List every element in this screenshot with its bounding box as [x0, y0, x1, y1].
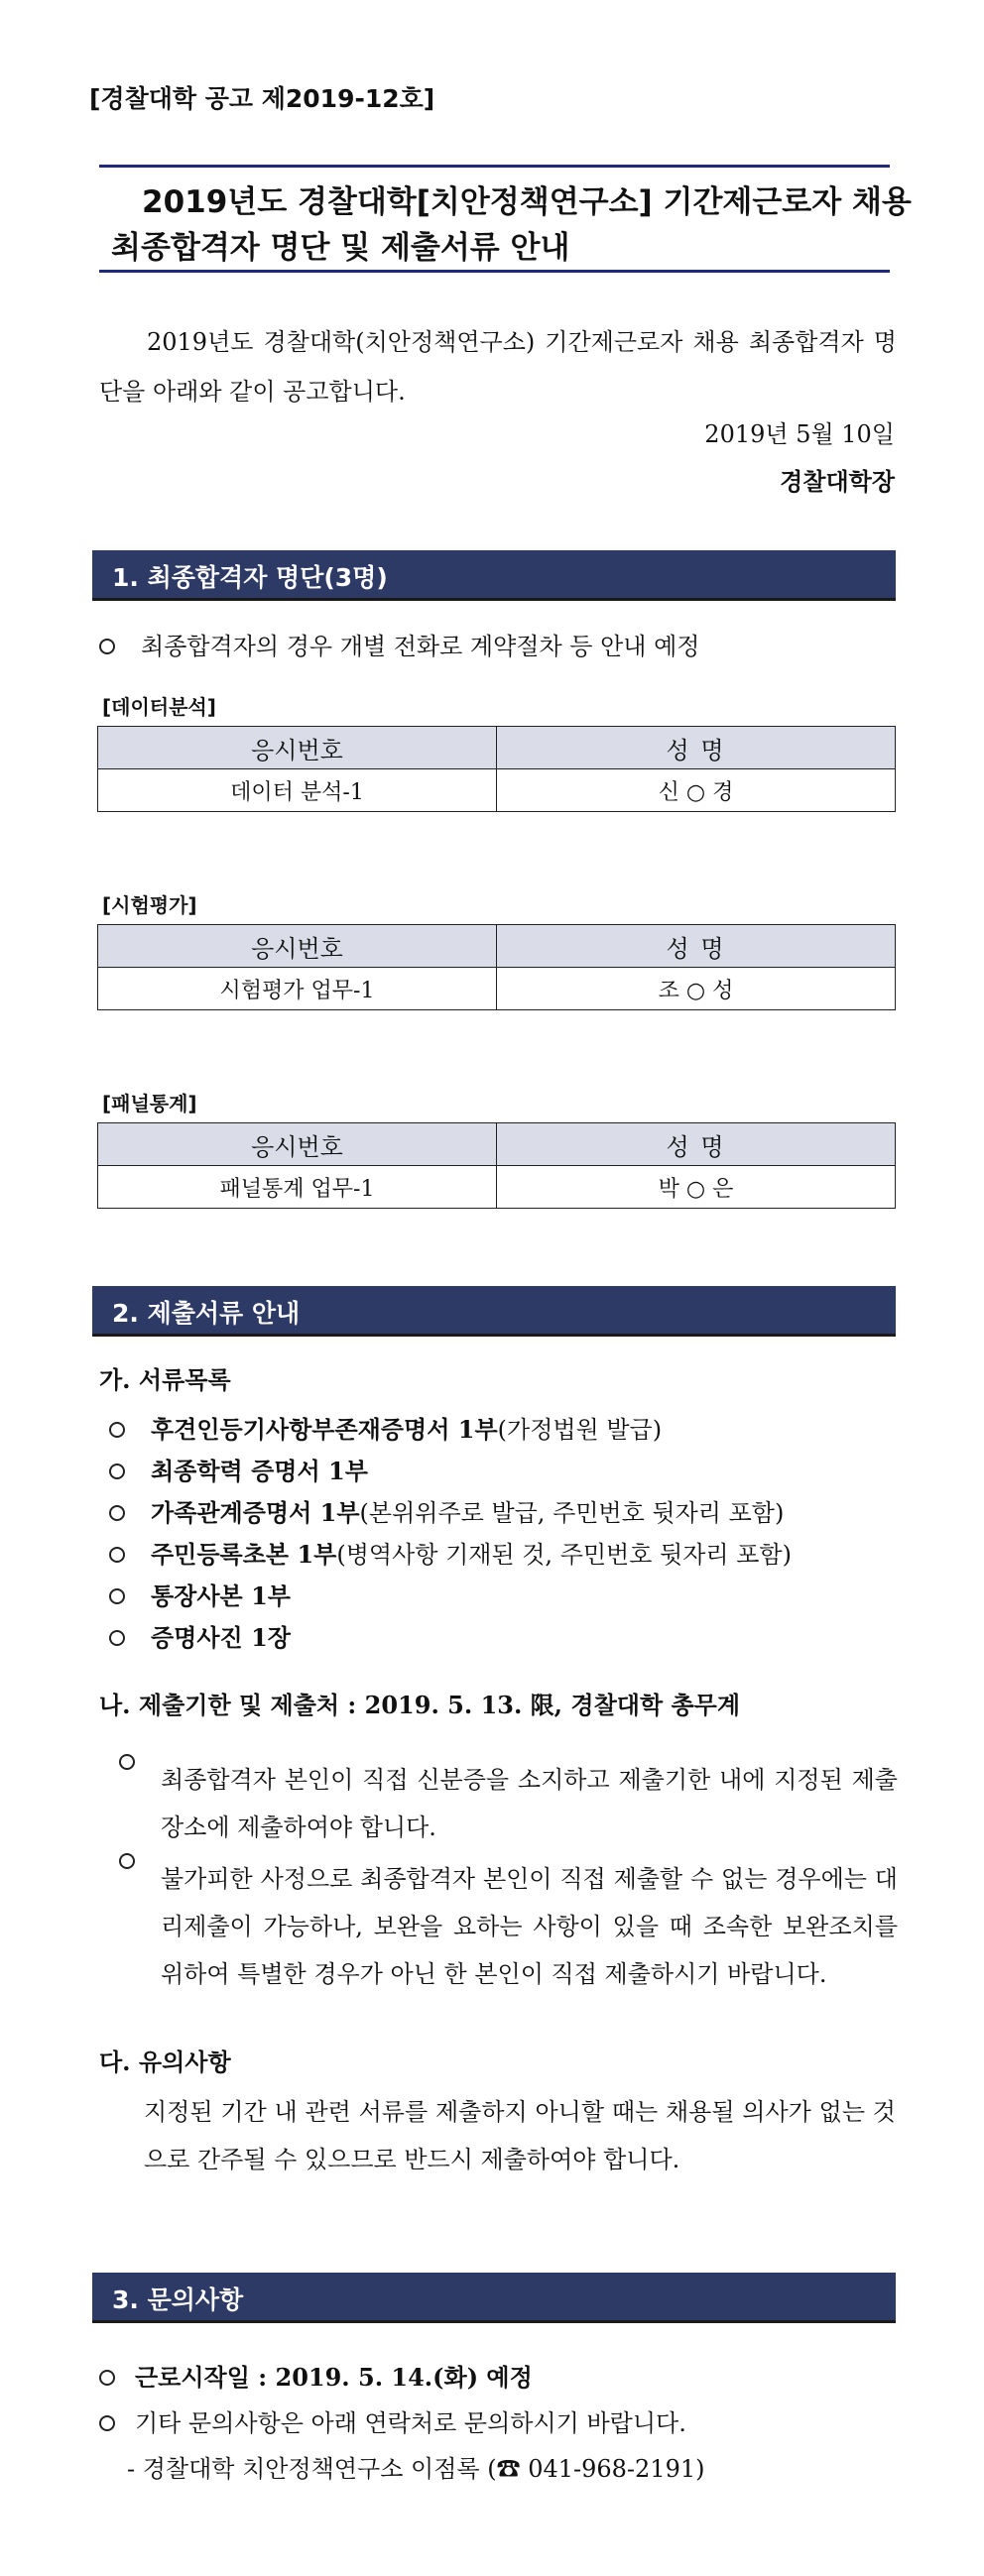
subsection-da-heading: 다. 유의사항 [99, 2048, 231, 2076]
table2-cell-id: 시험평가 업무-1 [98, 968, 497, 1010]
circle-bullet-icon [109, 1422, 125, 1438]
circle-bullet-icon [119, 1853, 135, 1869]
document-list-item: 증명사진 1장 [109, 1618, 291, 1653]
section3-header [92, 2273, 896, 2323]
document-list-item: 주민등록초본 1부(병역사항 기재된 것, 주민번호 뒷자리 포함) [109, 1535, 792, 1570]
document-list-item: 후견인등기사항부존재증명서 1부(가정법원 발급) [109, 1410, 662, 1445]
circle-bullet-icon [109, 1464, 125, 1479]
inquiry-note: 기타 문의사항은 아래 연락처로 문의하시기 바랍니다. [99, 2403, 686, 2438]
section3-title: 3. 문의사항 [112, 2285, 244, 2314]
document-list-item: 통장사본 1부 [109, 1577, 291, 1611]
table3 [97, 1122, 896, 1209]
table3-cell-id: 패널통계 업무-1 [98, 1166, 497, 1209]
title-top-rule [99, 165, 890, 168]
subsection-ga-heading: 가. 서류목록 [99, 1365, 231, 1394]
table3-cell-name: 박 ○ 은 [497, 1166, 896, 1209]
section2-header [92, 1286, 896, 1337]
submission-note-2: 불가피한 사정으로 최종합격자 본인이 직접 제출할 수 없는 경우에는 대리제출이 가능하나, 보완을 요하는 사항이 있을 때 조속한 보완조치를 위하여 특별한 경우가 아닌 한 본인이 직접 제출하시기 바랍니다. [119, 1836, 898, 1998]
circle-bullet-icon [119, 1754, 135, 1770]
section2-title: 2. 제출서류 안내 [112, 1299, 301, 1328]
subsection-na-heading: 나. 제출기한 및 제출처 : 2019. 5. 13. 限, 경찰대학 총무계 [99, 1691, 741, 1719]
section1-title: 1. 최종합격자 명단(3명) [112, 563, 388, 592]
circle-bullet-icon [99, 2415, 115, 2431]
table2-header-name: 성 명 [497, 925, 896, 968]
table1-header-id: 응시번호 [98, 727, 497, 769]
signer: 경찰대학장 [780, 467, 895, 496]
table3-header-name: 성 명 [497, 1123, 896, 1166]
intro-paragraph: 2019년도 경찰대학(치안정책연구소) 기간제근로자 채용 최종합격자 명단을 아래와 같이 공고합니다. [99, 328, 897, 406]
contact-info: - 경찰대학 치안정책연구소 이점록 (☎ 041-968-2191) [127, 2455, 705, 2483]
circle-bullet-icon [109, 1630, 125, 1646]
section1-header [92, 550, 896, 601]
table1 [97, 726, 896, 812]
title-bottom-rule [99, 270, 890, 273]
circle-bullet-icon [99, 2370, 115, 2386]
submission-note-1: 최종합격자 본인이 직접 신분증을 소지하고 제출기한 내에 지정된 제출 장소에 제출하여야 합니다. [119, 1737, 898, 1851]
table3-caption: [패널통계] [102, 1092, 197, 1115]
table1-cell-name: 신 ○ 경 [497, 769, 896, 812]
section1-note: 최종합격자의 경우 개별 전화로 계약절차 등 안내 예정 [99, 627, 699, 661]
table1-caption: [데이터분석] [102, 695, 216, 719]
circle-bullet-icon [99, 639, 115, 654]
table2-cell-name: 조 ○ 성 [497, 968, 896, 1010]
notice-number: [경찰대학 공고 제2019-12호] [89, 84, 435, 113]
table1-cell-id: 데이터 분석-1 [98, 769, 497, 812]
document-list-item: 최종학력 증명서 1부 [109, 1452, 368, 1486]
circle-bullet-icon [109, 1588, 125, 1604]
document-title-line2: 최종합격자 명단 및 제출서류 안내 [111, 230, 570, 266]
notice-date: 2019년 5월 10일 [704, 420, 895, 448]
document-list-item: 가족관계증명서 1부(본위위주로 발급, 주민번호 뒷자리 포함) [109, 1493, 784, 1528]
table1-header-name: 성 명 [497, 727, 896, 769]
table2-header-id: 응시번호 [98, 925, 497, 968]
caution-text: 지정된 기간 내 관련 서류를 제출하지 아니할 때는 채용될 의사가 없는 것으로 간주될 수 있으므로 반드시 제출하여야 합니다. [144, 2098, 896, 2173]
table2-caption: [시험평가] [102, 893, 197, 917]
document-title-line1: 2019년도 경찰대학[치안정책연구소] 기간제근로자 채용 [142, 184, 912, 220]
table3-header-id: 응시번호 [98, 1123, 497, 1166]
table2 [97, 924, 896, 1010]
circle-bullet-icon [109, 1547, 125, 1563]
circle-bullet-icon [109, 1505, 125, 1521]
work-start-date: 근로시작일 : 2019. 5. 14.(화) 예정 [99, 2358, 533, 2393]
